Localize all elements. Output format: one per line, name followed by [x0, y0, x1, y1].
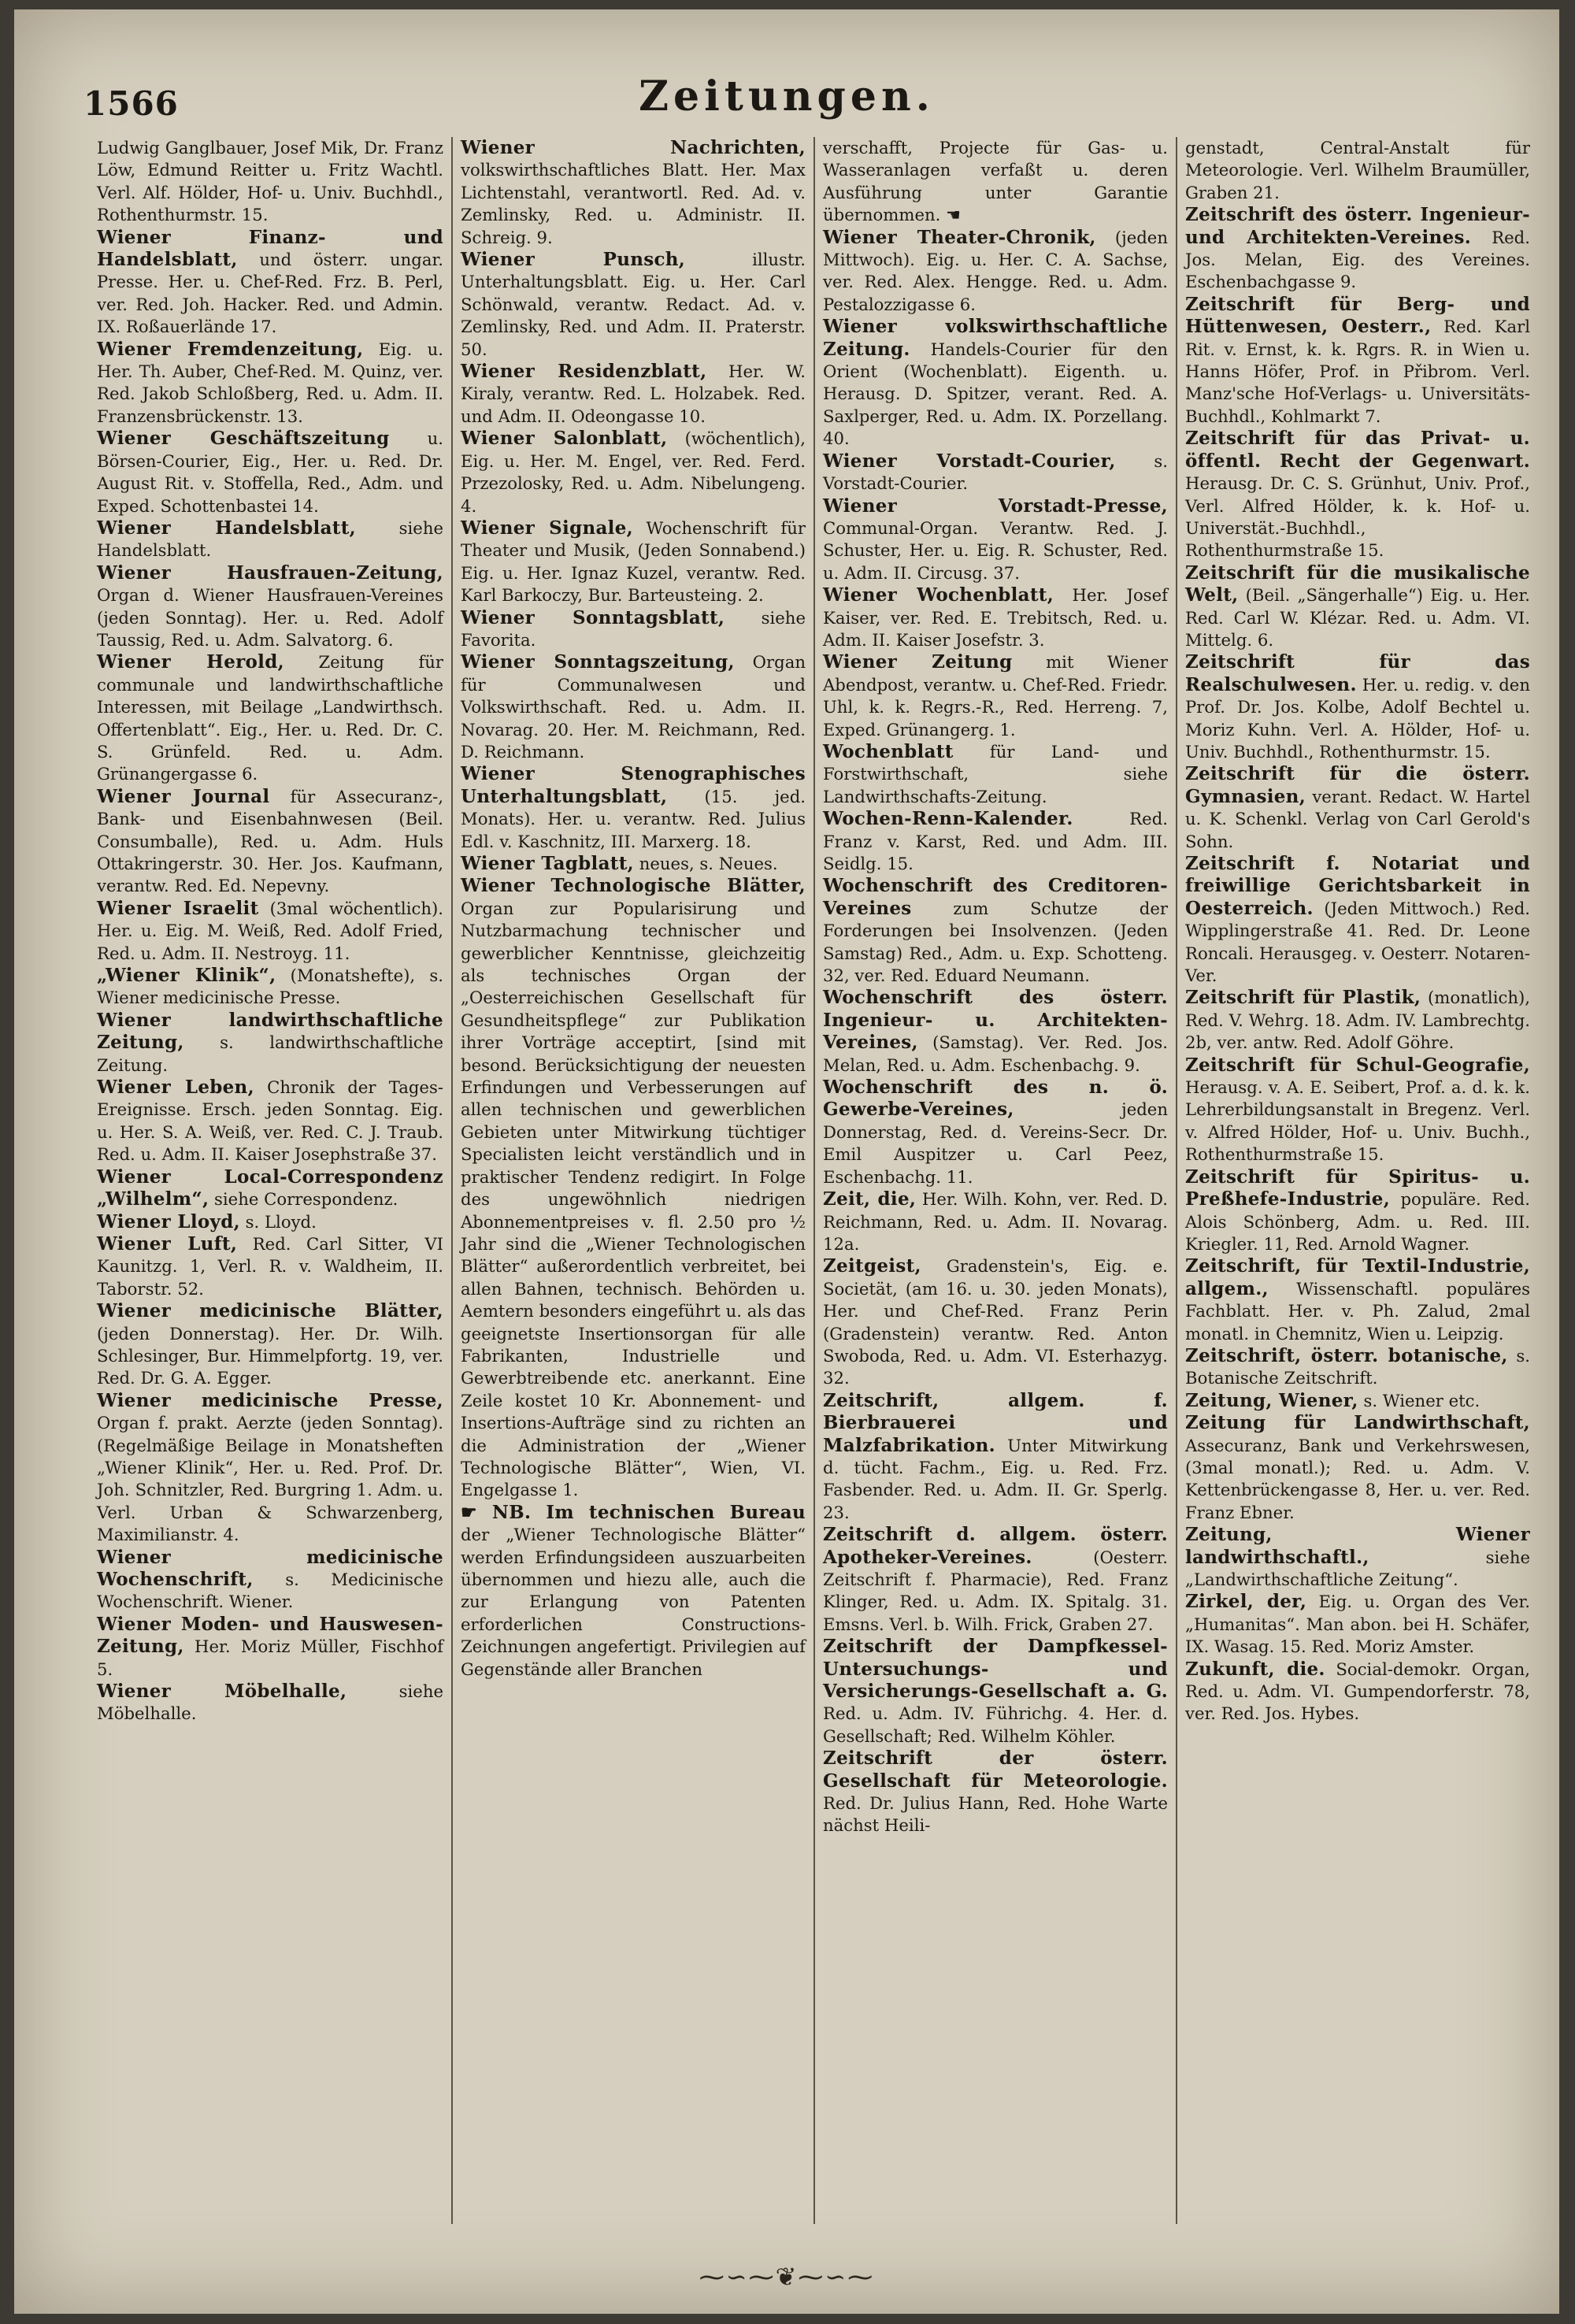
- entry-text: s. Wiener etc.: [1363, 1390, 1480, 1410]
- entry-text: siehe „Landwirthschaftliche Zeitung“.: [1185, 1547, 1530, 1589]
- entry-title: Zeitschrift d. allgem. österr. Apotheker-Vereines.: [823, 1524, 1168, 1568]
- entry-text: Her. u. redig. v. den Prof. Dr. Jos. Kolbe, Adolf Bechtel u. Moriz Kuhn. Verl. A. Hölder, Hof- u. Univ. Buchhdl., Rothenthurmstr. 15.: [1185, 674, 1530, 762]
- entry-text: (Jeden Mittwoch.) Red. Wipplingerstraße 41. Red. Dr. Leone Roncali. Herausgeg. v. Oesterr. Notaren-Ver.: [1185, 898, 1530, 986]
- entry-text: (jeden Donnerstag). Her. Dr. Wilh. Schlesinger, Bur. Himmelpfortg. 19, ver. Red. Dr. G. A. Egger.: [97, 1323, 443, 1388]
- directory-entry: [97, 651, 443, 785]
- entry-text: Eig. u. Organ des Ver. „Humanitas“. Man abon. bei H. Schäfer, IX. Wasag. 15. Red. Moriz Amster.: [1185, 1592, 1530, 1657]
- entry-text: s. Lloyd.: [245, 1211, 317, 1232]
- directory-entry: [97, 1681, 443, 1725]
- directory-entry: [1185, 1345, 1530, 1390]
- entry-text: Her. Moriz Müller, Fischhof 5.: [97, 1636, 443, 1679]
- entry-text: Red. Franz v. Karst, Red. und Adm. III. Seidlg. 15.: [823, 809, 1168, 873]
- entry-title: Wiener Local-Correspondenz „Wilhelm“,: [97, 1166, 443, 1210]
- directory-entry: [97, 562, 443, 652]
- entry-text: (Monatshefte), s. Wiener medicinische Presse.: [97, 966, 443, 1008]
- directory-entry: [1185, 651, 1530, 763]
- entry-title: Zeitschrift für die österr. Gymnasien,: [1185, 763, 1530, 807]
- entry-text: Red. u. Adm. IV. Führichg. 4. Her. d. Gesellschaft; Red. Wilhelm Köhler.: [823, 1703, 1168, 1746]
- directory-entry: [823, 1390, 1168, 1524]
- entry-title: Wochen-Renn-Kalender.: [823, 808, 1073, 830]
- entry-title: Wiener Residenzblatt,: [461, 361, 707, 383]
- directory-entry: [461, 249, 806, 361]
- entry-text: siehe Handelsblatt.: [97, 517, 443, 561]
- entry-title: Wiener Leben,: [97, 1077, 254, 1099]
- entry-text: genstadt, Central-Anstalt für Meteorologie. Verl. Wilhelm Braumüller, Graben 21.: [1185, 138, 1530, 202]
- column-2: [451, 137, 813, 2224]
- directory-entry: [461, 607, 806, 652]
- directory-entry: [97, 1166, 443, 1211]
- entry-title: Zeitschrift der österr. Gesellschaft für Meteorologie.: [823, 1748, 1168, 1792]
- directory-entry: [1185, 1255, 1530, 1345]
- entry-text: Social-demokr. Organ, Red. u. Adm. VI. Gumpendorferstr. 78, ver. Red. Jos. Hybes.: [1185, 1659, 1530, 1724]
- page-header: [14, 9, 1559, 128]
- entry-text: für Land- und Forstwirthschaft, siehe Landwirthschafts-Zeitung.: [823, 741, 1168, 806]
- entry-title: „Wiener Klinik“,: [97, 965, 276, 987]
- directory-entry: [823, 227, 1168, 317]
- entry-title: Wiener medicinische Blätter,: [97, 1300, 443, 1322]
- entry-title: Wiener Möbelhalle,: [97, 1681, 347, 1703]
- entry-title: Wochenschrift des Creditoren-Vereines: [823, 875, 1168, 919]
- entry-title: Zeitschrift, allgem. f. Bierbrauerei und Malzfabrikation.: [823, 1389, 1168, 1456]
- entry-text: Red. Carl Sitter, VI Kaunitzg. 1, Verl. R. v. Waldheim, II. Taborstr. 52.: [97, 1233, 443, 1299]
- entry-title: Wiener Salonblatt,: [461, 428, 668, 450]
- directory-entry: [823, 1188, 1168, 1255]
- directory-entry: [823, 316, 1168, 450]
- entry-text: Gradenstein's, Eig. e. Societät, (am 16. u. 30. jeden Monats), Her. und Chef-Red. Franz Perin (Gradenstein) verantw. Red. Anton Swoboda, Red. u. Adm. VI. Esterhazyg. 32.: [823, 1256, 1168, 1388]
- entry-title: Zirkel, der,: [1185, 1591, 1307, 1613]
- entry-title: Wiener medicinische Presse,: [97, 1389, 443, 1411]
- entry-text: siehe Möbelhalle.: [97, 1681, 443, 1724]
- entry-text: Wochenschrift für Theater und Musik, (Jeden Sonnabend.) Eig. u. Her. Ignaz Kuzel, verantw. Red. Karl Barkoczy, Bur. Barteusteing. 2.: [461, 517, 806, 606]
- entry-text: Zeitung für communale und landwirthschaftliche Interessen, mit Beilage „Landwirthsch. Offertenblatt“. Eig., Her. u. Red. Dr. C. S. Grünfeld. Red. u. Adm. Grünangergasse 6.: [97, 652, 443, 784]
- entry-title: Wiener Israelit: [97, 897, 259, 919]
- entry-text: (jeden Mittwoch). Eig. u. Her. C. A. Sachse, ver. Red. Alex. Hengge. Red. u. Adm. Pestalozzigasse 6.: [823, 227, 1168, 314]
- directory-entry: [97, 1390, 443, 1547]
- entry-title: Zeitschrift, österr. botanische,: [1185, 1344, 1508, 1366]
- directory-entry: [1185, 1166, 1530, 1256]
- directory-entry: [97, 517, 443, 562]
- directory-entry: [97, 786, 443, 898]
- page-title: Zeitungen.: [639, 72, 935, 120]
- entry-title: Wiener Luft,: [97, 1232, 238, 1255]
- directory-entry: [1185, 763, 1530, 853]
- entry-text: s. Medicinische Wochenschrift. Wiener.: [97, 1570, 443, 1612]
- entry-text: Organ für Communalwesen und Volkswirthschaft. Red. u. Adm. II. Novarag. 20. Her. M. Reichmann, Red. D. Reichmann.: [461, 652, 806, 762]
- directory-entry: [823, 1077, 1168, 1188]
- directory-entry: [1185, 294, 1530, 428]
- directory-entry: [461, 763, 806, 853]
- entry-text: (Oesterr. Zeitschrift f. Pharmacie), Red. Franz Klinger, Red. u. Adm. IX. Spitalg. 31. Emsns. Verl. b. Wilh. Frick, Graben 27.: [823, 1547, 1168, 1634]
- directory-entry: [97, 137, 443, 227]
- directory-entry: [461, 137, 806, 249]
- directory-entry: [1185, 1055, 1530, 1166]
- entry-title: Wiener Journal: [97, 785, 270, 807]
- entry-text: illustr. Unterhaltungsblatt. Eig. u. Her. Carl Schönwald, verantw. Redact. Ad. v. Zemlinsky, Red. und Adm. II. Praterstr. 50.: [461, 250, 806, 359]
- entry-text: und österr. ungar. Presse. Her. u. Chef-Red. Frz. B. Perl, ver. Red. Joh. Hacker. Red. und Admin. IX. Roßauerlände 17.: [97, 250, 443, 337]
- directory-entry: [1185, 428, 1530, 562]
- entry-title: Wiener Sonntagszeitung,: [461, 651, 735, 673]
- entry-text: Her. Josef Kaiser, ver. Red. E. Trebitsch, Red. u. Adm. II. Kaiser Josefstr. 3.: [823, 585, 1168, 650]
- entry-text: Handels-Courier für den Orient (Wochenblatt). Eigenth. u. Herausg. D. Spitzer, verant. Red. A. Saxlperger, Red. u. Adm. IX. Porzellang. 40.: [823, 339, 1168, 449]
- directory-entry: [1185, 1390, 1530, 1412]
- directory-entry: [1185, 562, 1530, 652]
- directory-entry: [97, 227, 443, 339]
- directory-entry: [1185, 1524, 1530, 1591]
- entry-text: Organ d. Wiener Hausfrauen-Vereines (jeden Sonntag). Her. u. Red. Adolf Taussig, Red. u. Adm. Salvatorg. 6.: [97, 585, 443, 650]
- entry-title: Wiener Theater-Chronik,: [823, 226, 1096, 248]
- entry-text: Herausg. v. A. E. Seibert, Prof. a. d. k. k. Lehrerbildungsanstalt in Bregenz. Verl. v. Alfred Hölder, Hof- u. Univ. Buchh., Rothenthurmstraße 15.: [1185, 1077, 1530, 1165]
- entry-text: Wissenschaftl. populäres Fachblatt. Her. v. Ph. Zalud, 2mal monatl. in Chemnitz, Wien u. Leipzig.: [1185, 1278, 1530, 1344]
- entry-title: Wiener Stenographisches Unterhaltungsblatt,: [461, 763, 806, 807]
- directory-entry: [461, 651, 806, 763]
- entry-title: Zeitschrift für Berg- und Hüttenwesen, Oesterr.,: [1185, 293, 1530, 338]
- directory-entry: [1185, 1591, 1530, 1658]
- directory-entry: [461, 517, 806, 607]
- entry-title: Wiener Geschäftszeitung: [97, 428, 390, 450]
- directory-entry: [461, 428, 806, 517]
- entry-title: Zeitschrift für Spiritus- u. Preßhefe-Industrie,: [1185, 1166, 1530, 1210]
- directory-entry: [1185, 1412, 1530, 1524]
- entry-text: der „Wiener Technologische Blätter“ werden Erfindungsideen auszuarbeiten übernommen und hiezu alle, auch die zur Erlangung von Patenten erforderlichen Constructions-Zeichnungen angefertigt. Privilegien auf Gegenstände aller Branchen: [461, 1525, 806, 1679]
- entry-title: Wiener Punsch,: [461, 249, 686, 271]
- directory-entry: [97, 1077, 443, 1166]
- directory-entry: [97, 1300, 443, 1390]
- entry-title: Wiener Hausfrauen-Zeitung,: [97, 562, 443, 584]
- column-4: [1176, 137, 1538, 2224]
- column-1: [89, 137, 451, 2224]
- entry-title: Zeitschrift für Plastik,: [1185, 987, 1421, 1009]
- entry-text: (Samstag). Ver. Red. Jos. Melan, Red. u. Adm. Eschenbachg. 9.: [823, 1032, 1168, 1075]
- entry-title: Wiener Vorstadt-Courier,: [823, 450, 1116, 472]
- entry-title: Wiener Technologische Blätter,: [461, 875, 806, 897]
- entry-title: Wiener Wochenblatt,: [823, 584, 1054, 606]
- entry-text: jeden Donnerstag, Red. d. Vereins-Secr. Dr. Emil Auspitzer u. Carl Peez, Eschenbachg. 11.: [823, 1099, 1168, 1187]
- entry-text: Chronik der Tages-Ereignisse. Ersch. jeden Sonntag. Eig. u. Her. S. A. Weiß, ver. Red. C. J. Traub. Red. u. Adm. II. Kaiser Josephstraße 37.: [97, 1077, 443, 1165]
- directory-entry: [1185, 853, 1530, 987]
- directory-entry: [461, 875, 806, 1501]
- entry-title: Zeitschrift, für Textil-Industrie, allgem.,: [1185, 1255, 1530, 1299]
- directory-entry: [1185, 204, 1530, 294]
- directory-entry: [461, 1502, 806, 1681]
- directory-entry: [461, 361, 806, 428]
- entry-title: Zeitschrift für die musikalische Welt,: [1185, 562, 1530, 606]
- entry-title: Wiener volkswirthschaftliche Zeitung.: [823, 316, 1168, 360]
- entry-title: Wiener medicinische Wochenschrift,: [97, 1546, 443, 1590]
- entry-text: Red. Jos. Melan, Eig. des Vereines. Eschenbachgasse 9.: [1185, 227, 1530, 292]
- directory-entry: [823, 741, 1168, 808]
- entry-text: Unter Mitwirkung d. tücht. Fachm., Eig. u. Red. Frz. Fasbender. Red. u. Adm. II. Gr. Sperlg. 23.: [823, 1435, 1168, 1522]
- entry-text: zum Schutze der Forderungen bei Insolvenzen. (Jeden Samstag) Red., Adm. u. Exp. Schotteng. 32, ver. Red. Eduard Neumann.: [823, 898, 1168, 986]
- entry-text: Red. Dr. Julius Hann, Red. Hohe Warte nächst Heili-: [823, 1793, 1168, 1836]
- entry-text: Herausg. Dr. C. S. Grünhut, Univ. Prof., Verl. Alfred Hölder, k. k. Hof- u. Universtät.-Buchhdl., Rothenthurmstraße 15.: [1185, 473, 1530, 561]
- entry-title: Wiener Herold,: [97, 651, 284, 673]
- entry-text: Communal-Organ. Verantw. Red. J. Schuster, Her. u. Eig. R. Schuster, Red. u. Adm. II. Circusg. 37.: [823, 517, 1168, 583]
- entry-title: Wochenblatt: [823, 740, 954, 762]
- entry-text: neues, s. Neues.: [639, 854, 778, 873]
- entry-title: Wiener Vorstadt-Presse,: [823, 495, 1168, 517]
- entry-text: Organ f. prakt. Aerzte (jeden Sonntag). (Regelmäßige Beilage in Monatsheften „Wiener Klinik“, Her. u. Red. Prof. Dr. Joh. Schnitzler, Red. Burgring 1. Adm. u. Verl. Urban & Schwarzenberg, Maximilianstr. 4.: [97, 1413, 443, 1545]
- entry-text: Ludwig Ganglbauer, Josef Mik, Dr. Franz Löw, Edmund Reitter u. Fritz Wachtl. Verl. Alf. Hölder, Hof- u. Univ. Buchhdl., Rothenthurmstr. 15.: [97, 138, 443, 225]
- directory-entry: [823, 651, 1168, 741]
- entry-text: (3mal wöchentlich). Her. u. Eig. M. Weiß, Red. Adolf Fried, Red. u. Adm. II. Nestroyg. 11.: [97, 898, 443, 963]
- entry-text: volkswirthschaftliches Blatt. Her. Max Lichtenstahl, verantwortl. Red. Ad. v. Zemlinsky, Red. u. Administr. II. Schreig. 9.: [461, 160, 806, 247]
- directory-entry: [823, 584, 1168, 651]
- entry-title: Wochenschrift des n. ö. Gewerbe-Vereines,: [823, 1077, 1168, 1121]
- directory-entry: [97, 965, 443, 1010]
- entry-text: mit Wiener Abendpost, verantw. u. Chef-Red. Friedr. Uhl, k. k. Regrs.-R., Red. Herreng. 7, Exped. Grünangerg. 1.: [823, 652, 1168, 739]
- entry-title: Zeitung, Wiener landwirthschaftl.,: [1185, 1524, 1530, 1568]
- directory-entry: [97, 339, 443, 428]
- directory-entry: [461, 853, 806, 875]
- entry-text: (Beil. „Sängerhalle“) Eig. u. Her. Red. Carl W. Klézar. Red. u. Adm. VI. Mittelg. 6.: [1185, 585, 1530, 650]
- entry-title: Zeitschrift des österr. Ingenieur- und Architekten-Vereines.: [1185, 204, 1530, 248]
- entry-text: Her. W. Kiraly, verantw. Red. L. Holzabek. Red. und Adm. II. Odeongasse 10.: [461, 361, 806, 426]
- entry-title: Zeitschrift f. Notariat und freiwillige Gerichtsbarkeit in Oesterreich.: [1185, 853, 1530, 919]
- entry-text: s. Vorstadt-Courier.: [823, 450, 1168, 494]
- entry-title: Wiener landwirthschaftliche Zeitung,: [97, 1009, 443, 1054]
- directory-entry: [1185, 1659, 1530, 1725]
- entry-text: s. landwirthschaftliche Zeitung.: [97, 1032, 443, 1075]
- entry-title: Wiener Lloyd,: [97, 1210, 240, 1232]
- entry-title: Zeitschrift für das Realschulwesen.: [1185, 651, 1530, 695]
- directory-entry: [823, 1524, 1168, 1636]
- entry-text: (15. jed. Monats). Her. u. verantw. Red. Julius Edl. v. Kaschnitz, III. Marxerg. 18.: [461, 786, 806, 851]
- entry-text: (monatlich), Red. V. Wehrg. 18. Adm. IV. Lambrechtg. 2b, ver. antw. Red. Adolf Göhre.: [1185, 988, 1530, 1053]
- entry-text: (wöchentlich), Eig. u. Her. M. Engel, ver. Red. Ferd. Przezolosky, Red. u. Adm. Nibelungeng. 4.: [461, 428, 806, 516]
- directory-entry: [823, 1748, 1168, 1837]
- directory-entry: [823, 808, 1168, 875]
- directory-entry: [1185, 987, 1530, 1054]
- entry-text: populäre. Red. Alois Schönberg, Adm. u. Red. III. Kriegler. 11, Red. Arnold Wagner.: [1185, 1189, 1530, 1254]
- entry-title: Wiener Finanz- und Handelsblatt,: [97, 226, 443, 271]
- directory-entry: [97, 1233, 443, 1300]
- entry-title: Zeitschrift der Dampfkessel-Untersuchungs- und Versicherungs-Gesellschaft a. G.: [823, 1636, 1168, 1703]
- directory-entry: [97, 1547, 443, 1614]
- entry-title: Zeitschrift für Schul-Geografie,: [1185, 1054, 1530, 1076]
- directory-entry: [823, 450, 1168, 495]
- directory-entry: [823, 987, 1168, 1077]
- directory-entry: [823, 875, 1168, 987]
- columns: [89, 137, 1538, 2224]
- entry-text: u. Börsen-Courier, Eig., Her. u. Red. Dr. August Rit. v. Stoffella, Red., Adm. und Exped. Schottenbastei 14.: [97, 428, 443, 516]
- directory-entry: [823, 1255, 1168, 1389]
- entry-text: verschafft, Projecte für Gas- u. Wasseranlagen verfaßt u. deren Ausführung unter Garantie übernommen. ☚: [823, 138, 1168, 225]
- page-number: 1566: [83, 84, 179, 123]
- entry-title: Wiener Moden- und Hauswesen-Zeitung,: [97, 1613, 443, 1658]
- entry-text: verant. Redact. W. Hartel u. K. Schenkl. Verlag von Carl Gerold's Sohn.: [1185, 786, 1530, 851]
- entry-text: Assecuranz, Bank und Verkehrswesen, (3mal monatl.); Red. u. Adm. V. Kettenbrückengasse 8, Her. u. ver. Red. Franz Ebner.: [1185, 1435, 1530, 1522]
- entry-text: Organ zur Popularisirung und Nutzbarmachung technischer und gewerblicher Kenntnisse, gleichzeitig als technisches Organ der „Oesterreichischen Gesellschaft für Gesundheitspflege“ zur Publikation ihrer Vorträge acceptirt, [sind mit besond. Berücksichtigung der neuesten Erfindungen und Verbesserungen auf allen technischen und gewerblichen Gebieten unter Mitwirkung tüchtiger Specialisten leicht verständlich und in praktischer Tendenz redigirt. In Folge des ungewöhnlich niedrigen Abonnementpreises v. fl. 2.50 pro ½ Jahr sind die „Wiener Technologischen Blätter“ außerordentlich verbreitet, bei allen Bahnen, technisch. Behörden u. Aemtern besonders eingeführt u. als das geeignetste Insertionsorgan für alle Fabrikanten, Industrielle und Gewerbtreibende etc. anerkannt. Eine Zeile kostet 10 Kr. Abonnement- und Insertions-Aufträge sind zu richten an die Administration der „Wiener Technologische Blätter“, Wien, VI. Engelgasse 1.: [461, 898, 806, 1500]
- directory-entry: [823, 495, 1168, 585]
- directory-entry: [823, 1636, 1168, 1748]
- entry-title: ☛ NB. Im technischen Bureau: [461, 1501, 806, 1523]
- entry-text: Red. Karl Rit. v. Ernst, k. k. Rgrs. R. in Wien u. Hanns Höfer, Prof. in Přibrom. Verl. Manz'sche Hof-Verlags- u. Universitäts-Buchhdl., Kohlmarkt 7.: [1185, 317, 1530, 426]
- directory-entry: [1185, 137, 1530, 204]
- entry-title: Wochenschrift des österr. Ingenieur- u. Architekten-Vereines,: [823, 987, 1168, 1054]
- directory-entry: [97, 428, 443, 517]
- directory-page: [14, 9, 1559, 2314]
- entry-text: siehe Correspondenz.: [214, 1189, 398, 1210]
- entry-title: Zeitschrift für das Privat- u. öffentl. Recht der Gegenwart.: [1185, 428, 1530, 472]
- entry-text: siehe Favorita.: [461, 607, 806, 650]
- directory-entry: [97, 1211, 443, 1233]
- entry-title: Wiener Tagblatt,: [461, 853, 634, 874]
- entry-title: Wiener Nachrichten,: [461, 137, 806, 158]
- entry-title: Wiener Zeitung: [823, 651, 1013, 673]
- entry-text: s. Botanische Zeitschrift.: [1185, 1345, 1530, 1388]
- entry-title: Wiener Handelsblatt,: [97, 517, 356, 539]
- entry-title: Zeitung, Wiener,: [1185, 1389, 1358, 1411]
- column-3: [813, 137, 1176, 2224]
- directory-entry: [97, 1010, 443, 1077]
- directory-entry: [97, 1614, 443, 1681]
- entry-title: Zeitgeist,: [823, 1255, 921, 1277]
- entry-text: Eig. u. Her. Th. Auber, Chef-Red. M. Quinz, ver. Red. Jakob Schloßberg, Red. u. Adm. II. Franzensbrückenstr. 13.: [97, 339, 443, 426]
- entry-title: Wiener Signale,: [461, 517, 633, 539]
- directory-entry: [823, 137, 1168, 227]
- directory-entry: [97, 898, 443, 965]
- footer-ornament: ⁓∽⁓❦⁓∽⁓: [699, 2262, 875, 2292]
- entry-title: Zeitung für Landwirthschaft,: [1185, 1412, 1530, 1434]
- entry-title: Zeit, die,: [823, 1188, 917, 1210]
- entry-title: Zukunft, die.: [1185, 1658, 1325, 1680]
- entry-title: Wiener Fremdenzeitung,: [97, 338, 364, 360]
- entry-title: Wiener Sonntagsblatt,: [461, 606, 725, 628]
- entry-text: Her. Wilh. Kohn, ver. Red. D. Reichmann, Red. u. Adm. II. Novarag. 12a.: [823, 1189, 1168, 1254]
- entry-text: für Assecuranz-, Bank- und Eisenbahnwesen (Beil. Consumballe), Red. u. Adm. Huls Ottakringerstr. 30. Her. Jos. Kaufmann, verantw. Red. Ed. Nepevny.: [97, 786, 443, 896]
